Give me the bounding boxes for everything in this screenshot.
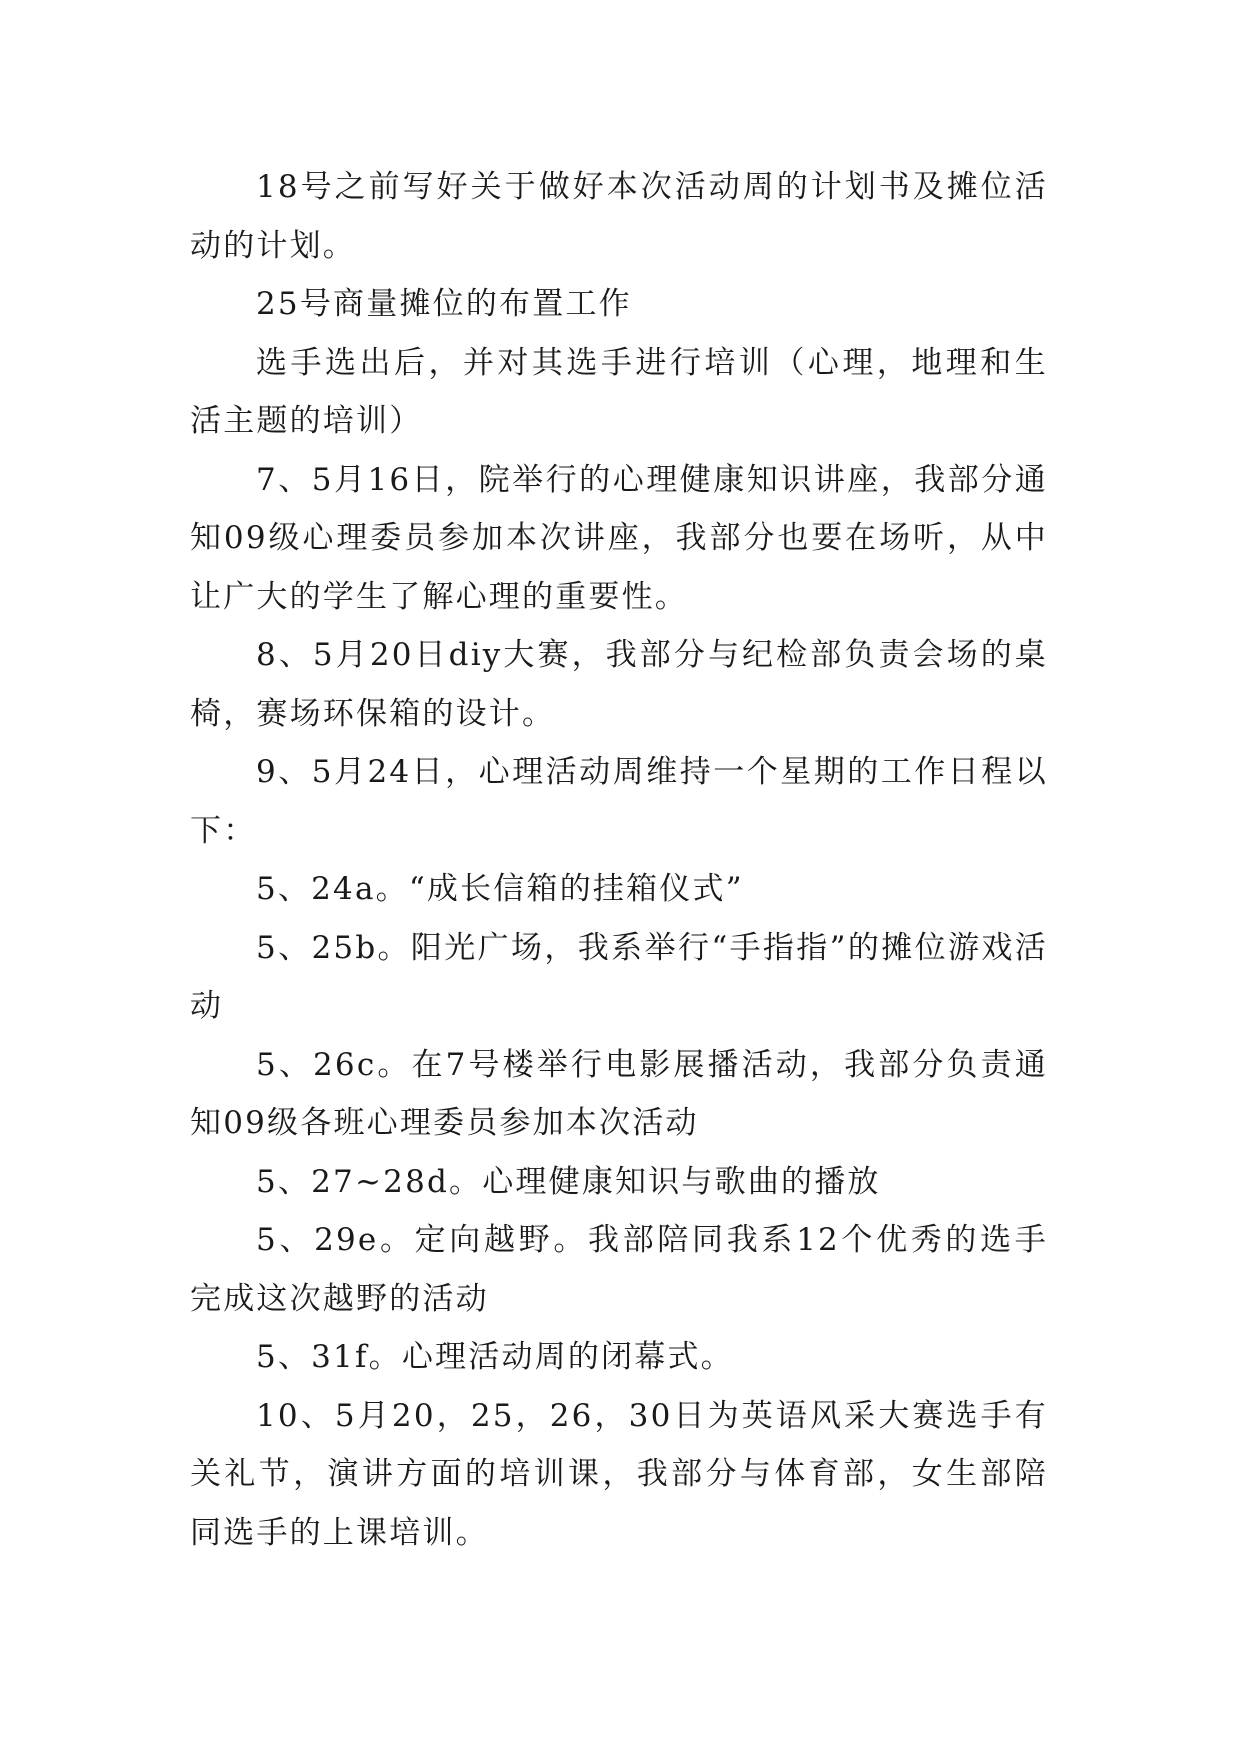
document-body [190,158,1048,1562]
paragraph: 10、5月20，25，26，30日为英语风采大赛选手有关礼节，演讲方面的培训课，我部分与体育部，女生部陪同选手的上课培训。 [190,1397,1048,1551]
paragraph: 5、31f。心理活动周的闭幕式。 [256,1339,734,1375]
paragraph: 5、26c。在7号楼举行电影展播活动，我部分负责通知09级各班心理委员参加本次活动 [190,1046,1048,1141]
paragraph: 18号之前写好关于做好本次活动周的计划书及摊位活动的计划。 [190,169,1048,264]
paragraph: 5、25b。阳光广场，我系举行“手指指”的摊位游戏活动 [190,929,1048,1024]
paragraph: 5、27~28d。心理健康知识与歌曲的播放 [256,1163,881,1200]
paragraph: 9、5月24日，心理活动周维持一个星期的工作日程以下： [190,754,1048,849]
paragraph: 选手选出后，并对其选手进行培训（心理，地理和生活主题的培训） [190,344,1048,439]
paragraph: 8、5月20日diy大赛，我部分与纪检部负责会场的桌椅，赛场环保箱的设计。 [190,637,1048,732]
paragraph: 25号商量摊位的布置工作 [256,286,632,322]
paragraph: 7、5月16日，院举行的心理健康知识讲座，我部分通知09级心理委员参加本次讲座，我部分也要在场听，从中让广大的学生了解心理的重要性。 [190,461,1048,615]
paragraph: 5、24a。“成长信箱的挂箱仪式” [256,871,744,907]
paragraph: 5、29e。定向越野。我部陪同我系12个优秀的选手完成这次越野的活动 [190,1222,1048,1317]
